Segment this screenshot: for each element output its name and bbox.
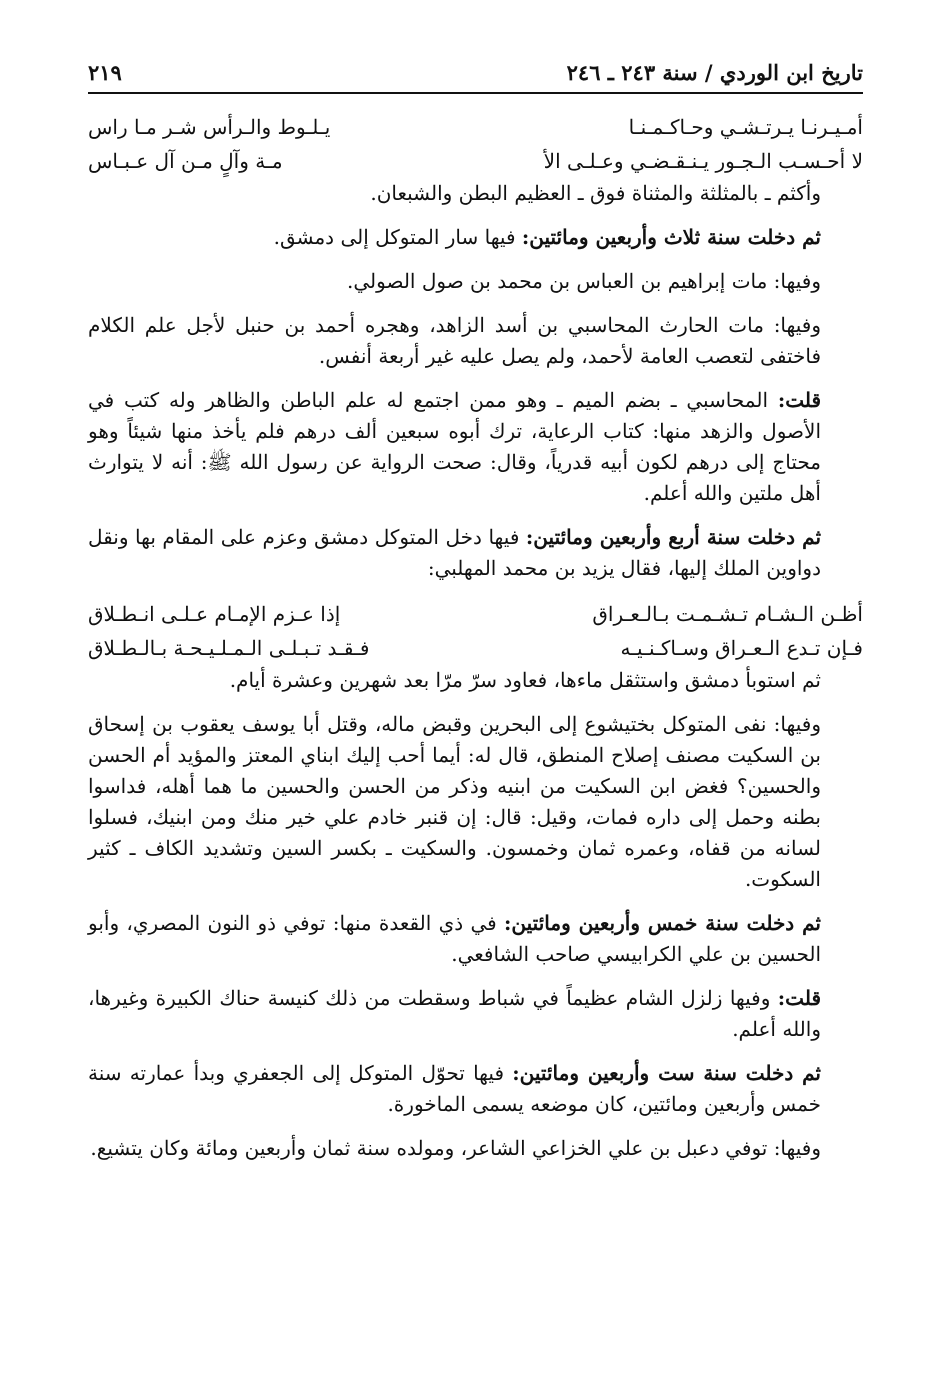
year-246-paragraph (88, 1058, 863, 1120)
year-text: فيها تحوّل المتوكل إلى الجعفري وبدأ عمارته سنة خمس وأربعين ومائتين، كان موضعه يسمى الماخورة. (88, 1061, 821, 1116)
qult-paragraph-1 (88, 385, 863, 509)
verse-hemistich-1: لا أحـسـب الـجـور يـنـقـضـي وعـلـى الأ (543, 149, 863, 173)
paragraph-istawba: ثم استوبأ دمشق واستثقل ماءها، فعاود سرّ مرّا بعد شهرين وعشرة أيام. (229, 668, 821, 692)
year-heading: ثم دخلت سنة ثلاث وأربعين ومائتين: (521, 225, 821, 249)
qult-heading: قلت: (777, 986, 821, 1010)
verse-hemistich-2: يـلـوط والـرأس شـر مـا راس (88, 115, 331, 139)
paragraph-nafa: وفيها: نفى المتوكل بختيشوع إلى البحرين وقبض ماله، وقتل أبا يوسف يعقوب بن إسحاق بن السكيت مصنف إصلاح المنطق، قال له: أيما أحب إليك ابناي المعتز والمؤيد أم الحسن والحسين؟ فغض ابن السكيت من ابنيه وذكر من الحسن والحسين ما هما أهله، فداسوا بطنه وحمل إلى داره فمات، وقيل: قال: إن قنبر خادم علي خير منك ومن ابنيك، فسلوا لسانه من قفاه، وعمره ثمان وخمسون. والسكيت ـ بكسر السين وتشديد الكاف ـ كثير السكوت. (88, 712, 821, 891)
verse-line (88, 597, 863, 631)
verse-hemistich-2: مـة وآلٍ مـن آل عـبـاس (88, 149, 283, 173)
qult-heading: قلت: (777, 388, 822, 412)
paragraph-ibrahim: وفيها: مات إبراهيم بن العباس بن محمد بن صول الصولي. (347, 269, 821, 293)
verse-hemistich-1: أظـن الـشـام تـشـمـت بـالـعـراق (592, 602, 863, 626)
year-heading: ثم دخلت سنة أربع وأربعين ومائتين: (525, 525, 822, 549)
verse-line (88, 110, 863, 144)
year-243-paragraph (88, 222, 863, 253)
year-heading: ثم دخلت سنة ست وأربعين ومائتين: (512, 1061, 821, 1085)
verse-line (88, 144, 863, 178)
verse-hemistich-2: فـقـد تـبـلـى الـمـلـيـحـة بـالـطـلاق (88, 636, 370, 660)
year-text: في ذي القعدة منها: توفي ذو النون المصري، وأبو الحسين بن علي الكرابيسي صاحب الشافعي. (88, 911, 821, 966)
verse-hemistich-1: أمـيـرنـا يـرتـشـي وحـاكـمـنـا (628, 115, 863, 139)
running-header (88, 58, 863, 94)
book-title: تاريخ ابن الوردي / سنة ٢٤٣ ـ ٢٤٦ (566, 60, 863, 85)
page-number: ٢١٩ (88, 60, 122, 85)
gloss-paragraph: وأكثم ـ بالمثلثة والمثناة فوق ـ العظيم البطن والشبعان. (370, 181, 821, 205)
year-text: فيها دخل المتوكل دمشق وعزم على المقام بها ونقل دواوين الملك إليها، فقال يزيد بن محمد المهلبي: (88, 525, 821, 580)
verse-hemistich-2: إذا عـزم الإمـام عـلـى انـطـلاق (88, 602, 341, 626)
qult-text: المحاسبي ـ بضم الميم ـ وهو ممن اجتمع له علم الباطن والظاهر وله كتب في الأصول والزهد منها: كتاب الرعاية، ترك أبوه سبعين ألف درهم فلم يأخذ منها شيئاً وهو محتاج إلى درهم لكون أبيه قدرياً، وقال: صحت الرواية عن رسول الله ﷺ: أنه لا يتوارث أهل ملتين والله أعلم. (88, 388, 821, 505)
page-content (88, 110, 863, 1164)
year-text: فيها سار المتوكل إلى دمشق. (273, 225, 516, 249)
verse-hemistich-1: فـإن تـدع الـعـراق وسـاكـنـيـه (620, 636, 863, 660)
year-244-paragraph (88, 522, 863, 584)
qult-text: وفيها زلزل الشام عظيماً في شباط وسقطت من ذلك كنيسة حناك الكبيرة وغيرها، والله أعلم. (88, 986, 821, 1041)
paragraph-harith: وفيها: مات الحارث المحاسبي بن أسد الزاهد، وهجره أحمد بن حنبل لأجل علم الكلام فاختفى لتعصب العامة لأحمد، ولم يصل عليه غير أربعة أنفس. (88, 313, 821, 368)
verse-line (88, 631, 863, 665)
year-heading: ثم دخلت سنة خمس وأربعين ومائتين: (504, 911, 822, 935)
year-245-paragraph (88, 908, 863, 970)
qult-paragraph-2 (88, 983, 863, 1045)
paragraph-dibil: وفيها: توفي دعبل بن علي الخزاعي الشاعر، ومولده سنة ثمان وأربعين ومائة وكان يتشيع. (90, 1136, 821, 1160)
